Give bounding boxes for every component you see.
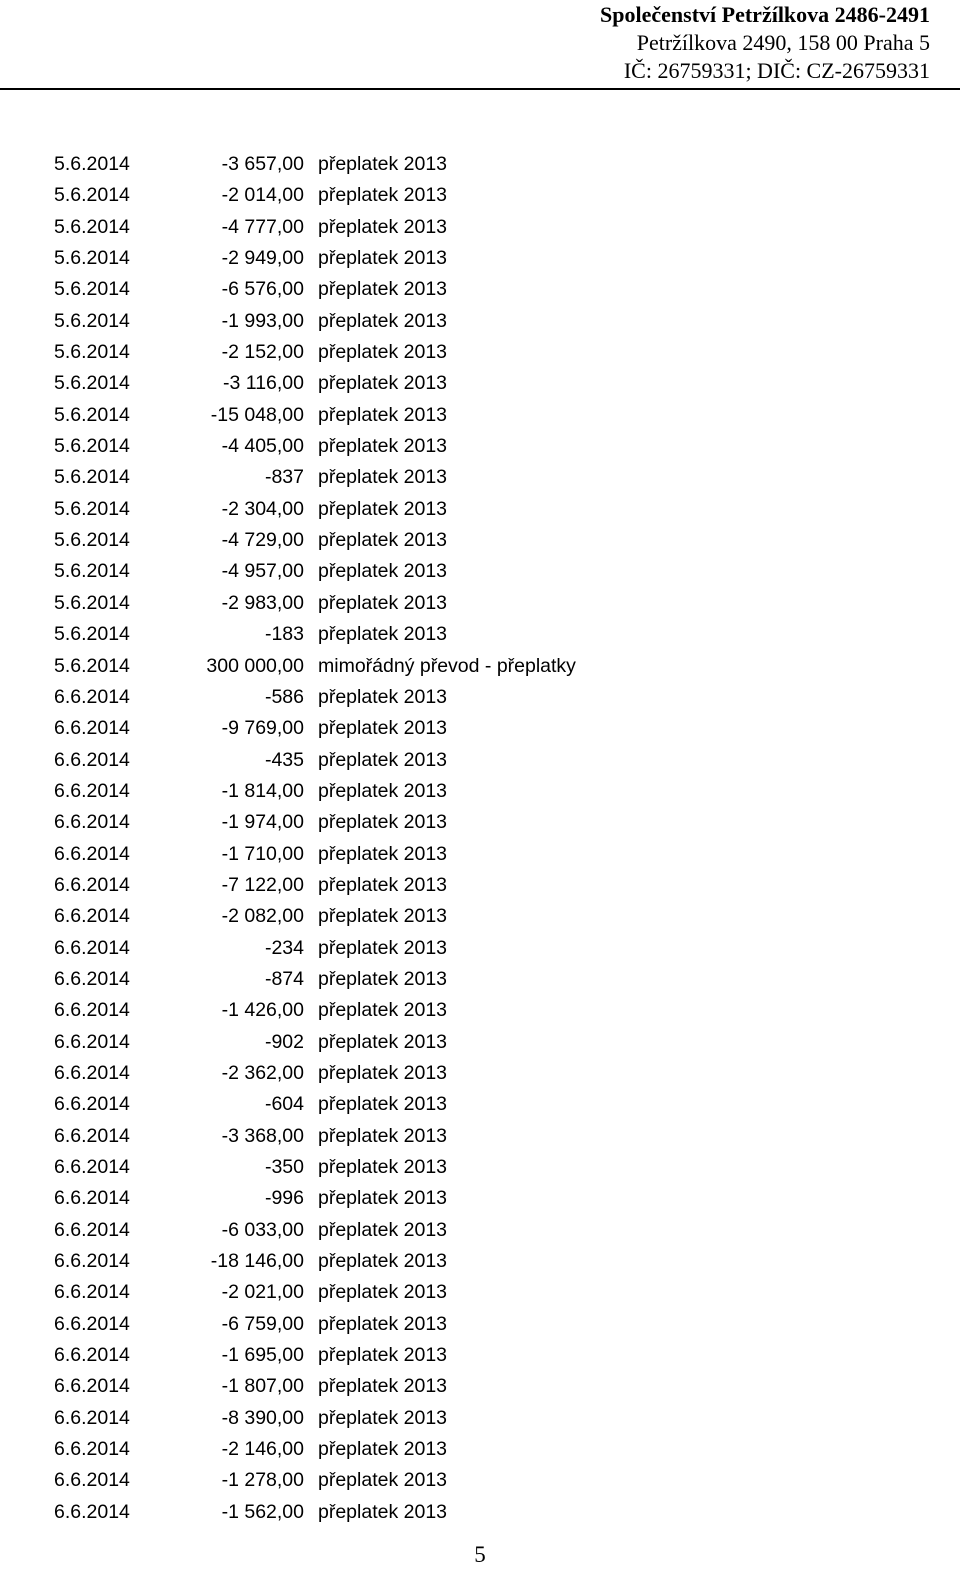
record-note: přeplatek 2013 (318, 1281, 448, 1304)
record-amount: -2 949,00 (221, 247, 304, 270)
record-row (0, 1027, 960, 1058)
record-date: 6.6.2014 (54, 1469, 130, 1492)
record-row (0, 1152, 960, 1183)
record-note: přeplatek 2013 (318, 497, 448, 520)
record-date: 5.6.2014 (54, 435, 130, 458)
record-amount: -4 957,00 (221, 560, 304, 583)
record-row (0, 1340, 960, 1371)
record-date: 6.6.2014 (54, 905, 130, 928)
record-row (0, 1403, 960, 1434)
record-date: 6.6.2014 (54, 842, 130, 865)
record-amount: -837 (264, 466, 304, 489)
record-row (0, 776, 960, 807)
record-row (0, 1089, 960, 1120)
record-date: 5.6.2014 (54, 497, 130, 520)
record-row (0, 870, 960, 901)
record-row (0, 306, 960, 337)
record-row (0, 1215, 960, 1246)
record-amount: -3 116,00 (223, 372, 304, 395)
record-amount: -2 983,00 (221, 591, 304, 614)
record-note: přeplatek 2013 (318, 1156, 448, 1178)
record-amount: -435 (264, 748, 304, 771)
record-amount: -604 (264, 1093, 304, 1116)
record-amount: -996 (264, 1187, 304, 1210)
record-note: přeplatek 2013 (318, 1187, 448, 1210)
record-row (0, 1277, 960, 1308)
record-row (0, 1465, 960, 1496)
record-date: 6.6.2014 (54, 717, 130, 740)
record-date: 5.6.2014 (54, 184, 130, 207)
record-amount: -902 (264, 1030, 304, 1053)
record-row (0, 494, 960, 525)
record-date: 6.6.2014 (54, 1030, 130, 1053)
record-amount: 300 000,00 (206, 654, 304, 677)
record-note: přeplatek 2013 (318, 1500, 448, 1523)
record-amount: -2 082,00 (221, 905, 304, 928)
record-date: 5.6.2014 (54, 309, 130, 332)
record-amount: -3 657,00 (221, 153, 304, 175)
record-row (0, 1183, 960, 1214)
record-date: 5.6.2014 (54, 341, 130, 364)
record-date: 6.6.2014 (54, 779, 130, 802)
record-date: 5.6.2014 (54, 278, 130, 301)
record-amount: -1 562,00 (221, 1500, 304, 1523)
record-date: 6.6.2014 (54, 1312, 130, 1335)
record-note: přeplatek 2013 (318, 341, 448, 364)
record-amount: -1 426,00 (221, 999, 304, 1022)
record-row (0, 1371, 960, 1402)
record-date: 5.6.2014 (54, 372, 130, 395)
record-date: 5.6.2014 (54, 623, 130, 646)
record-date: 6.6.2014 (54, 1375, 130, 1398)
record-amount: -2 146,00 (221, 1438, 304, 1461)
record-note: přeplatek 2013 (318, 591, 448, 614)
record-note: přeplatek 2013 (318, 873, 448, 896)
organization-ids: IČ: 26759331; DIČ: CZ-26759331 (623, 58, 930, 83)
record-row (0, 682, 960, 713)
record-note: přeplatek 2013 (318, 685, 448, 708)
record-date: 5.6.2014 (54, 403, 130, 426)
record-date: 6.6.2014 (54, 1500, 130, 1523)
record-row (0, 431, 960, 462)
record-note: přeplatek 2013 (318, 309, 448, 332)
record-note: přeplatek 2013 (318, 529, 448, 552)
record-date: 6.6.2014 (54, 748, 130, 771)
record-amount: -3 368,00 (221, 1124, 304, 1147)
record-row (0, 1434, 960, 1465)
record-date: 6.6.2014 (54, 873, 130, 896)
record-row (0, 1121, 960, 1152)
record-amount: -2 014,00 (221, 184, 304, 207)
record-row (0, 368, 960, 399)
record-note: přeplatek 2013 (318, 1406, 448, 1429)
record-date: 6.6.2014 (54, 685, 130, 708)
record-date: 5.6.2014 (54, 153, 130, 175)
record-row (0, 1246, 960, 1277)
record-amount: -6 759,00 (221, 1312, 304, 1335)
record-date: 6.6.2014 (54, 967, 130, 990)
record-amount: -6 576,00 (221, 278, 304, 301)
record-note: přeplatek 2013 (318, 184, 448, 207)
record-date: 6.6.2014 (54, 1344, 130, 1367)
record-note: přeplatek 2013 (318, 967, 448, 990)
record-note: mimořádný převod - přeplatky (318, 654, 576, 677)
organization-address: Petržílkova 2490, 158 00 Praha 5 (636, 30, 930, 55)
record-amount: -586 (264, 685, 304, 708)
record-row (0, 243, 960, 274)
record-row (0, 1058, 960, 1089)
record-amount: -7 122,00 (221, 873, 304, 896)
record-amount: -1 710,00 (221, 842, 304, 865)
record-date: 6.6.2014 (54, 1406, 130, 1429)
record-note: přeplatek 2013 (318, 1250, 448, 1273)
record-note: přeplatek 2013 (318, 1312, 448, 1335)
record-row (0, 525, 960, 556)
record-note: přeplatek 2013 (318, 842, 448, 865)
record-row (0, 964, 960, 995)
record-amount: -15 048,00 (210, 403, 304, 426)
record-amount: -6 033,00 (221, 1218, 304, 1241)
record-amount: -183 (264, 623, 304, 646)
record-date: 6.6.2014 (54, 811, 130, 834)
record-date: 6.6.2014 (54, 1061, 130, 1084)
record-note: přeplatek 2013 (318, 435, 448, 458)
record-row (0, 180, 960, 211)
record-amount: -4 405,00 (221, 435, 304, 458)
record-note: přeplatek 2013 (318, 247, 448, 270)
record-note: přeplatek 2013 (318, 1344, 448, 1367)
record-amount: -1 814,00 (221, 779, 304, 802)
record-date: 6.6.2014 (54, 936, 130, 959)
record-row (0, 995, 960, 1026)
record-date: 5.6.2014 (54, 466, 130, 489)
record-note: přeplatek 2013 (318, 936, 448, 959)
record-row (0, 713, 960, 744)
record-amount: -874 (264, 967, 304, 990)
record-row (0, 651, 960, 682)
record-note: přeplatek 2013 (318, 623, 448, 646)
record-date: 6.6.2014 (54, 1093, 130, 1116)
record-note: přeplatek 2013 (318, 215, 448, 238)
header-divider (0, 88, 960, 90)
record-row (0, 400, 960, 431)
record-amount: -8 390,00 (221, 1406, 304, 1429)
record-row (0, 933, 960, 964)
record-row (0, 274, 960, 305)
record-row (0, 1309, 960, 1340)
record-amount: -1 993,00 (221, 309, 304, 332)
record-row (0, 462, 960, 493)
record-note: přeplatek 2013 (318, 466, 448, 489)
record-row (0, 1497, 960, 1528)
record-row (0, 212, 960, 243)
record-note: přeplatek 2013 (318, 1469, 448, 1492)
record-note: přeplatek 2013 (318, 1218, 448, 1241)
record-row (0, 588, 960, 619)
record-row (0, 337, 960, 368)
record-amount: -4 729,00 (221, 529, 304, 552)
payment-records-list (0, 149, 960, 1528)
record-note: přeplatek 2013 (318, 1061, 448, 1084)
record-note: přeplatek 2013 (318, 905, 448, 928)
record-date: 5.6.2014 (54, 215, 130, 238)
record-note: přeplatek 2013 (318, 278, 448, 301)
record-note: přeplatek 2013 (318, 999, 448, 1022)
record-note: přeplatek 2013 (318, 1093, 448, 1116)
record-amount: -2 021,00 (221, 1281, 304, 1304)
record-date: 6.6.2014 (54, 1218, 130, 1241)
record-amount: -2 362,00 (221, 1061, 304, 1084)
record-date: 6.6.2014 (54, 1281, 130, 1304)
record-amount: -350 (264, 1156, 304, 1178)
record-note: přeplatek 2013 (318, 1030, 448, 1053)
record-row (0, 839, 960, 870)
record-note: přeplatek 2013 (318, 1375, 448, 1398)
record-date: 6.6.2014 (54, 1187, 130, 1210)
record-row (0, 745, 960, 776)
record-date: 5.6.2014 (54, 591, 130, 614)
record-amount: -1 807,00 (221, 1375, 304, 1398)
record-row (0, 807, 960, 838)
record-amount: -1 974,00 (221, 811, 304, 834)
record-amount: -4 777,00 (221, 215, 304, 238)
record-date: 6.6.2014 (54, 1124, 130, 1147)
record-row (0, 619, 960, 650)
record-note: přeplatek 2013 (318, 1124, 448, 1147)
record-note: přeplatek 2013 (318, 372, 448, 395)
record-date: 6.6.2014 (54, 1156, 130, 1178)
record-amount: -2 304,00 (221, 497, 304, 520)
record-note: přeplatek 2013 (318, 560, 448, 583)
record-amount: -234 (264, 936, 304, 959)
record-amount: -9 769,00 (221, 717, 304, 740)
record-amount: -1 695,00 (221, 1344, 304, 1367)
record-date: 6.6.2014 (54, 999, 130, 1022)
record-amount: -1 278,00 (221, 1469, 304, 1492)
record-note: přeplatek 2013 (318, 748, 448, 771)
record-date: 5.6.2014 (54, 560, 130, 583)
record-note: přeplatek 2013 (318, 717, 448, 740)
record-note: přeplatek 2013 (318, 779, 448, 802)
record-amount: -18 146,00 (210, 1250, 304, 1273)
record-row (0, 901, 960, 932)
record-note: přeplatek 2013 (318, 153, 448, 175)
record-date: 6.6.2014 (54, 1250, 130, 1273)
organization-name: Společenství Petržílkova 2486-2491 (600, 2, 930, 27)
page-number: 5 (474, 1542, 486, 1567)
record-date: 5.6.2014 (54, 247, 130, 270)
record-row (0, 556, 960, 587)
record-date: 5.6.2014 (54, 529, 130, 552)
record-note: přeplatek 2013 (318, 811, 448, 834)
record-date: 5.6.2014 (54, 654, 130, 677)
record-note: přeplatek 2013 (318, 403, 448, 426)
record-row (0, 149, 960, 180)
record-note: přeplatek 2013 (318, 1438, 448, 1461)
record-amount: -2 152,00 (221, 341, 304, 364)
record-date: 6.6.2014 (54, 1438, 130, 1461)
